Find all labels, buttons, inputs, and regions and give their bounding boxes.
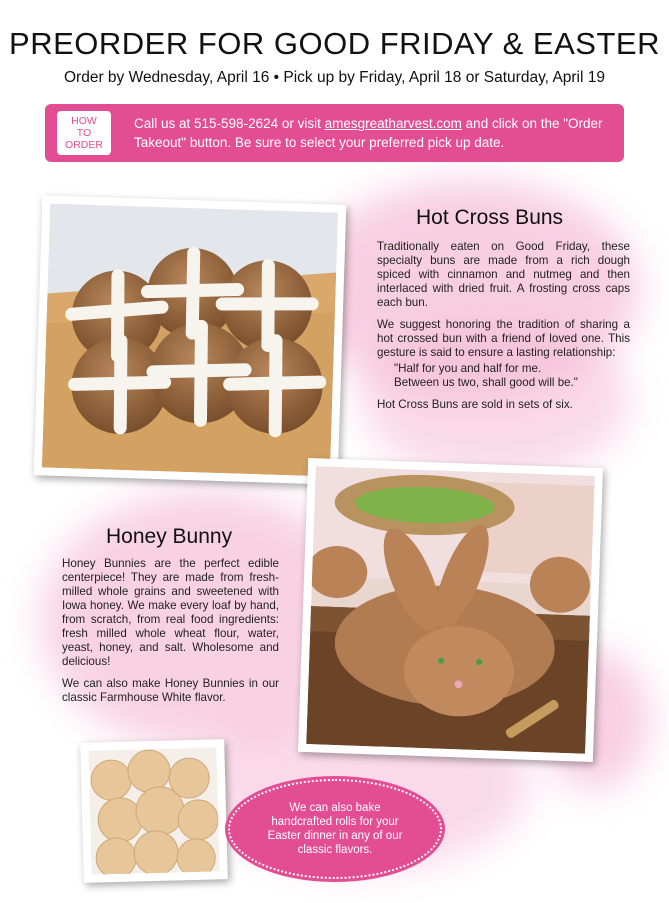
honey-bunny-heading: Honey Bunny — [106, 525, 233, 548]
paragraph: Traditionally eaten on Good Friday, these specialty buns are made from a rich dough spiced with cinnamon and nutmeg and then interlaced with dried fruit. A frosting cross caps each bun. — [377, 240, 630, 309]
hot-cross-buns-heading: Hot Cross Buns — [416, 206, 564, 229]
dinner-rolls-callout — [228, 779, 442, 879]
honey-bunny-photo — [298, 458, 603, 762]
honey-bunny-description — [62, 557, 279, 713]
dinner-rolls-photo — [80, 739, 228, 883]
how-to-order-badge — [57, 111, 111, 155]
hot-cross-buns-description — [377, 240, 630, 420]
badge-line: TO — [76, 127, 92, 139]
quote-line: Between us two, shall good will be." — [394, 376, 578, 389]
badge-line: ORDER — [65, 139, 103, 151]
page-subtitle: Order by Wednesday, April 16 • Pick up by Friday, April 18 or Saturday, April 19 — [63, 69, 605, 86]
quote-line: "Half for you and half for me. — [394, 362, 542, 375]
website-link[interactable]: amesgreatharvest.com — [324, 116, 462, 131]
how-to-order-banner — [45, 104, 624, 162]
paragraph: We can also make Honey Bunnies in our classic Farmhouse White flavor. — [62, 677, 279, 704]
how-to-order-instructions — [134, 114, 614, 152]
paragraph: Hot Cross Buns are sold in sets of six. — [377, 398, 573, 411]
instructions-text: and click on the "Order Takeout" button. Be sure to select your preferred pick up date. — [134, 116, 603, 150]
hot-cross-buns-photo — [34, 195, 347, 484]
callout-text: We can also bake handcrafted rolls for your Easter dinner in any of our classic flavors. — [267, 802, 403, 856]
instructions-text: Call us at 515-598-2624 or visit — [134, 116, 325, 131]
paragraph: We suggest honoring the tradition of sharing a hot crossed bun with a friend of loved one. This gesture is said to ensure a lasting relationship: — [377, 318, 630, 359]
page-title: PREORDER FOR GOOD FRIDAY & EASTER — [9, 26, 660, 61]
paragraph: Honey Bunnies are the perfect edible centerpiece! They are made from fresh-milled whole grains and sweetened with Iowa honey. We make every loaf by hand, from scratch, from real food ingredients: fresh milled whole wheat flour, water, yeast, honey, and salt. Wholesome and delicious! — [62, 557, 279, 668]
badge-line: HOW — [71, 115, 97, 127]
